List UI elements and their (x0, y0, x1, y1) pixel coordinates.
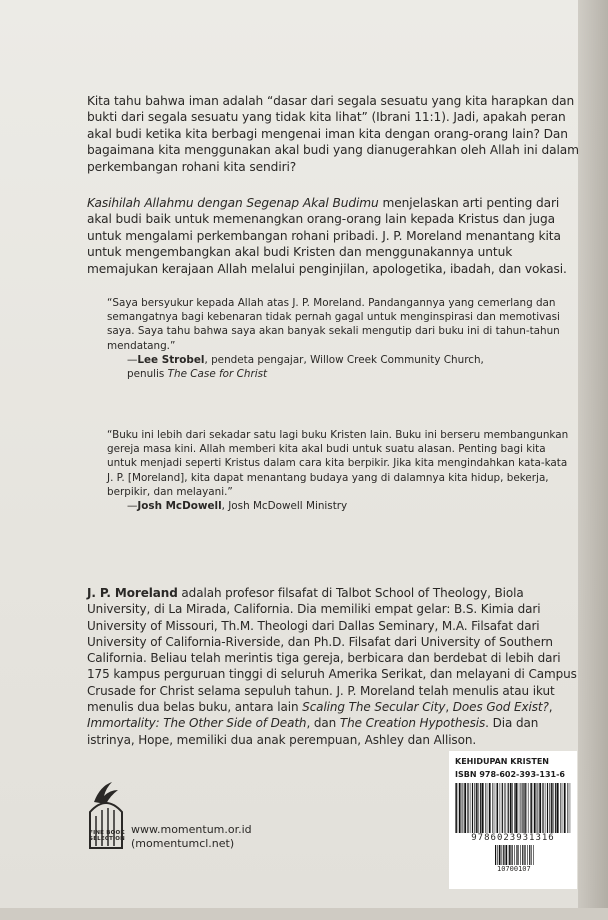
barcode-bar (504, 783, 505, 833)
barcode-bar (494, 783, 495, 833)
barcode-bar (525, 783, 526, 833)
barcode-small-bars (495, 845, 535, 865)
barcode-bar (506, 845, 507, 865)
barcode-bar (499, 845, 500, 865)
barcode-bar (522, 845, 523, 865)
barcode-bar (501, 845, 502, 865)
barcode-bar (464, 783, 466, 833)
barcode-bar (505, 845, 506, 865)
barcode-label (449, 751, 577, 889)
barcode-bar (560, 783, 561, 833)
barcode-bar (468, 783, 469, 833)
barcode-bar (543, 783, 544, 833)
barcode-bars (455, 783, 571, 833)
barcode-bar (515, 783, 517, 833)
barcode-bar (474, 783, 475, 833)
barcode-bar (512, 845, 513, 865)
barcode-bar (530, 783, 531, 833)
barcode-bar (524, 845, 525, 865)
barcode-bar (496, 783, 497, 833)
barcode-bar (555, 783, 556, 833)
barcode-code: 10700107 (497, 865, 531, 873)
barcode-bar (531, 783, 532, 833)
barcode-bar (509, 845, 510, 865)
barcode-bar (518, 783, 519, 833)
barcode-bar (472, 783, 473, 833)
barcode-bar (510, 783, 512, 833)
barcode-bar (470, 783, 471, 833)
barcode-bar (502, 783, 503, 833)
barcode-bar (462, 783, 463, 833)
barcode-bar (533, 845, 534, 865)
barcode-bar (529, 845, 530, 865)
barcode-bar (527, 845, 528, 865)
barcode-bar (495, 845, 496, 865)
publisher-website: www.momentum.or.id (momentumcl.net) (131, 823, 252, 850)
barcode-bar (528, 783, 529, 833)
barcode-bar (547, 783, 548, 833)
barcode-bar (554, 783, 555, 833)
barcode-bar (538, 783, 539, 833)
barcode-bar (521, 783, 522, 833)
barcode-bar (489, 783, 491, 833)
barcode-bar (459, 783, 461, 833)
cover-edge-shadow (578, 0, 608, 920)
book-title: Kasihilah Allahmu dengan Segenap Akal Budimu (87, 196, 379, 210)
author-bio: J. P. Moreland adalah profesor filsafat di Talbot School of Theology, Biola University, di La Mirada, California. Dia memiliki empat gelar: B.S. Kimia dari University of Missouri, Th.M. Theologi dari Dallas Seminary, M.A. Filsafat dari University of California-Riverside, dan Ph.D. Filsafat dari University of Southern California. Beliau telah merintis tiga gereja, berbicara dan berdebat di lebih dari 175 kampus perguruan tinggi di seluruh Amerika Serikat, dan melayani di Campus Crusade for Christ selama sepuluh tahun. J. P. Moreland telah menulis atau ikut menulis dua belas buku, antara lain Scaling The Secular City, Does God Exist?, Immortality: The Other Side of Death, dan The Creation Hypothesis. Dia dan istrinya, Hope, memiliki dua anak perempuan, Ashley dan Allison. (87, 586, 577, 747)
barcode-bar (510, 845, 511, 865)
barcode-bar (549, 783, 550, 833)
barcode-bar (479, 783, 480, 833)
endorsement-text: “Buku ini lebih dari sekadar satu lagi buku Kristen lain. Buku ini berseru membangunkan gereja masa kini. Allah memberi kita akal budi untuk suatu alasan. Penting bagi kita untuk menjadi seperti Kristus dalam cara kita berpikir. Jika kita mengindahkan kata-kata J. P. [Moreland], kita dapat menantang budaya yang di dalamnya kita hidup, bekerja, berpikir, dan melayani.” (107, 429, 569, 498)
barcode-bar (497, 783, 498, 833)
cover-bottom-edge (0, 908, 608, 920)
barcode-bar (517, 845, 518, 865)
endorser-name: Josh McDowell (137, 500, 222, 513)
barcode-bar (569, 783, 570, 833)
barcode-bar (506, 783, 507, 833)
barcode-bar (531, 845, 532, 865)
barcode-bar (503, 845, 504, 865)
barcode-bar (502, 845, 503, 865)
endorser-role: , Josh McDowell Ministry (221, 500, 348, 513)
barcode-bar (567, 783, 568, 833)
barcode-bar (497, 845, 498, 865)
endorsement-text: “Saya bersyukur kepada Allah atas J. P. Moreland. Pandangannya yang cemerlang dan semangatnya bagi kebenaran tidak pernah gagal untuk menginspirasi dan memotivasi saya. Saya tahu bahwa saya akan banyak sekali mengutip dari buku ini di tahun-tahun mendatang.” (107, 297, 560, 352)
publisher-logo-text: FINE BOOK SELECTION (89, 830, 125, 842)
endorser-name: Lee Strobel (137, 353, 205, 366)
isbn-label: ISBN 978-602-393-131-6 (455, 770, 565, 779)
barcode-bar (456, 783, 457, 833)
barcode-bar (545, 783, 546, 833)
endorsement-strobel (107, 296, 575, 381)
category-label: KEHIDUPAN KRISTEN (455, 757, 549, 766)
barcode-bar (537, 783, 538, 833)
barcode-number: 9786023931316 (471, 833, 555, 843)
barcode-bar (516, 845, 517, 865)
barcode-bar (514, 845, 515, 865)
barcode-bar (480, 783, 481, 833)
barcode-bar (539, 783, 541, 833)
barcode-bar (551, 783, 552, 833)
barcode-bar (455, 783, 456, 833)
barcode-bar (482, 783, 484, 833)
barcode-bar (520, 783, 521, 833)
barcode-bar (500, 783, 501, 833)
barcode-bar (477, 783, 478, 833)
endorser-role: , pendeta pengajar, Willow Creek Community Church, (204, 353, 484, 366)
barcode-bar (520, 845, 521, 865)
barcode-bar (492, 783, 493, 833)
endorsement-attribution: —Lee Strobel, pendeta pengajar, Willow Creek Community Church, penulis The Case for Christ (127, 353, 484, 381)
endorser-book: The Case for Christ (167, 368, 268, 381)
barcode-bar (514, 783, 515, 833)
author-name: J. P. Moreland (87, 586, 178, 600)
barcode-bar (534, 783, 536, 833)
barcode-bar (476, 783, 477, 833)
endorsement-mcdowell (107, 428, 575, 513)
barcode-bar (524, 783, 525, 833)
barcode-bar (542, 783, 543, 833)
barcode-bar (467, 783, 468, 833)
intro-paragraph-2 (87, 195, 579, 277)
barcode-bar (487, 783, 488, 833)
intro-paragraph-2-text: menjelaskan arti penting dari akal budi baik untuk memenangkan orang-orang lain kepada Kristus dan juga untuk mengalami perkembangan rohani pribadi. J. P. Moreland menantang kita untuk mengembangkan akal budi Kristen dan menggunakannya untuk memajukan kerajaan Allah melalui penginjilan, apologetika, ibadah, dan vokasi. (87, 196, 567, 276)
barcode-bar (512, 783, 513, 833)
barcode-bar (552, 783, 553, 833)
barcode-bar (557, 783, 559, 833)
intro-paragraph-1: Kita tahu bahwa iman adalah “dasar dari segala sesuatu yang kita harapkan dan bukti dari segala sesuatu yang tidak kita lihat” (Ibrani 11:1). Jadi, apakah peran akal budi ketika kita berbagi mengenai iman kita dengan orang-orang lain? Dan bagaimana kita menggunakan akal budi yang dianugerahkan oleh Allah ini dalam perkembangan rohani kita sendiri? (87, 94, 579, 174)
barcode-bar (564, 783, 566, 833)
barcode-bar (562, 783, 563, 833)
barcode-bar (463, 783, 464, 833)
barcode-bar (485, 783, 486, 833)
endorsement-attribution: —Josh McDowell, Josh McDowell Ministry (127, 500, 348, 513)
barcode-bar (522, 783, 523, 833)
barcode-bar (508, 783, 509, 833)
